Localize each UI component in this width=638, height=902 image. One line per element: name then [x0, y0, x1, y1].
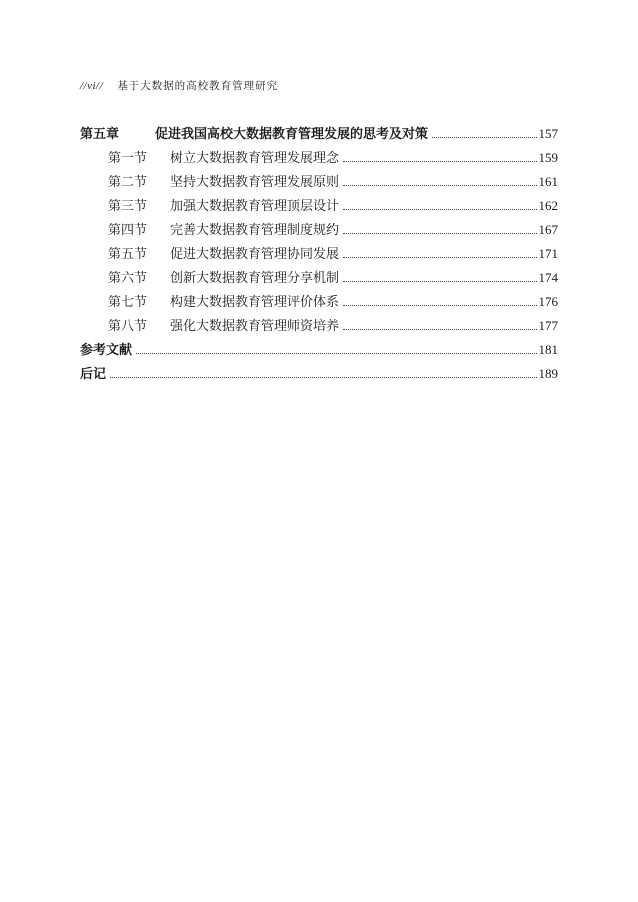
page-number: 177 [538, 318, 558, 333]
page-number: 181 [538, 342, 558, 357]
toc-entry-label [108, 171, 339, 190]
page-number: 167 [538, 222, 558, 237]
leader-dots [343, 233, 536, 234]
section-title: 创新大数据教育管理分享机制 [170, 271, 340, 286]
section-title: 加强大数据教育管理顶层设计 [170, 199, 340, 214]
page-number: 171 [538, 246, 558, 261]
page-number: 189 [538, 366, 558, 381]
toc-section-2[interactable] [80, 166, 558, 190]
section-number: 第七节 [108, 295, 148, 310]
section-title: 构建大数据教育管理评价体系 [170, 295, 340, 310]
toc-section-3[interactable] [80, 190, 558, 214]
leader-dots [343, 185, 536, 186]
running-header [80, 78, 278, 93]
leader-dots [343, 281, 536, 282]
section-number: 第二节 [108, 175, 148, 190]
toc-entry-label [108, 243, 339, 262]
leader-dots [110, 377, 536, 378]
page-number: 161 [538, 174, 558, 189]
toc-entry-label [108, 219, 339, 238]
page-number: 162 [538, 198, 558, 213]
toc-entry-label [108, 315, 339, 334]
toc-section-4[interactable] [80, 214, 558, 238]
toc-section-5[interactable] [80, 238, 558, 262]
section-number: 第五节 [108, 247, 148, 262]
chapter-number: 第五章 [80, 127, 120, 142]
section-number: 第一节 [108, 151, 148, 166]
leader-dots [343, 257, 536, 258]
table-of-contents [80, 118, 558, 382]
leader-dots [432, 137, 536, 138]
toc-section-7[interactable] [80, 286, 558, 310]
section-title: 树立大数据教育管理发展理念 [170, 151, 340, 166]
references-title: 参考文献 [80, 343, 133, 358]
section-title: 促进大数据教育管理协同发展 [170, 247, 340, 262]
leader-dots [343, 209, 536, 210]
page-number: 176 [538, 294, 558, 309]
leader-dots [343, 161, 536, 162]
section-title: 完善大数据教育管理制度规约 [170, 223, 340, 238]
page-number: 174 [538, 270, 558, 285]
toc-entry-label [80, 123, 428, 142]
toc-entry-label [108, 291, 339, 310]
toc-section-8[interactable] [80, 310, 558, 334]
toc-chapter-5[interactable] [80, 118, 558, 142]
toc-section-1[interactable] [80, 142, 558, 166]
toc-entry-label [108, 147, 339, 166]
leader-dots [343, 305, 536, 306]
section-number: 第四节 [108, 223, 148, 238]
section-number: 第三节 [108, 199, 148, 214]
chapter-title: 促进我国高校大数据教育管理发展的思考及对策 [155, 127, 429, 142]
leader-dots [343, 329, 536, 330]
page-number-marker: //vi// [80, 80, 104, 92]
section-number: 第八节 [108, 319, 148, 334]
afterword-title: 后记 [80, 367, 107, 382]
toc-references[interactable] [80, 334, 558, 358]
page-number: 159 [538, 150, 558, 165]
toc-entry-label [108, 267, 339, 286]
book-title: 基于大数据的高校教育管理研究 [117, 80, 279, 92]
toc-section-6[interactable] [80, 262, 558, 286]
section-number: 第六节 [108, 271, 148, 286]
page-number: 157 [538, 126, 558, 141]
leader-dots [136, 353, 536, 354]
section-title: 强化大数据教育管理师资培养 [170, 319, 340, 334]
toc-entry-label [108, 195, 339, 214]
section-title: 坚持大数据教育管理发展原则 [170, 175, 340, 190]
toc-afterword[interactable] [80, 358, 558, 382]
